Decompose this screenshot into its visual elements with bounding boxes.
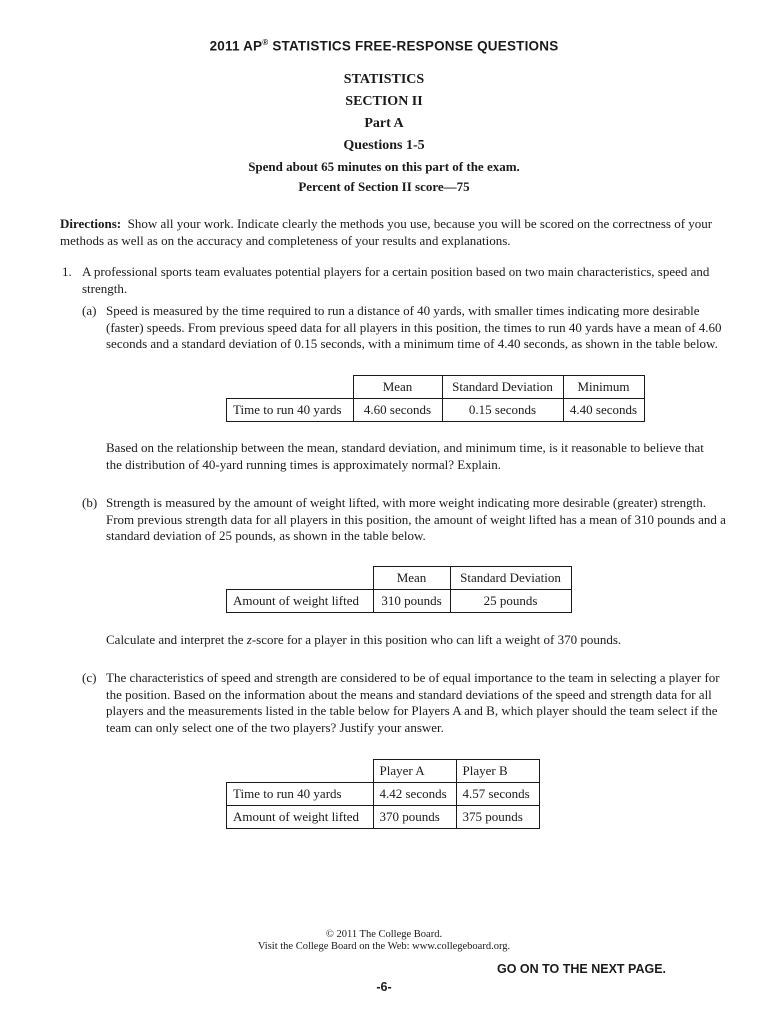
table-cell: 310 pounds <box>373 590 450 613</box>
table-cell: Time to run 40 yards <box>227 783 374 806</box>
table-cell <box>227 376 354 399</box>
table-cell: Amount of weight lifted <box>227 806 374 829</box>
part-b-prompt-start: Calculate and interpret the <box>106 632 247 647</box>
table-cell: 25 pounds <box>450 590 571 613</box>
copyright-text: © 2011 The College Board. <box>325 929 443 940</box>
directions <box>60 216 720 249</box>
table-row <box>227 783 540 806</box>
table-cell: 0.15 seconds <box>442 399 563 422</box>
table-header: Minimum <box>563 376 644 399</box>
directions-text: Show all your work. Indicate clearly the methods you use, because you will be scored on the correctness of your methods as well as on the accuracy and completeness of your results and explanations. <box>60 216 713 248</box>
table-header: Player B <box>456 760 539 783</box>
page-number: -6- <box>376 980 392 994</box>
header-title-prefix: 2011 AP <box>209 38 263 54</box>
players-table <box>226 759 540 829</box>
part-a <box>82 303 732 353</box>
table-cell: 370 pounds <box>373 806 456 829</box>
table-cell: Time to run 40 yards <box>227 399 354 422</box>
directions-label: Directions: <box>60 216 122 231</box>
part-c-label: (c) <box>82 670 97 685</box>
table-cell: Amount of weight lifted <box>227 590 374 613</box>
registered-mark: ® <box>262 38 269 47</box>
table-header: Mean <box>373 567 450 590</box>
table-cell: 375 pounds <box>456 806 539 829</box>
question-number: 1. <box>62 264 72 279</box>
part-c-text: The characteristics of speed and strength are considered to be of equal importance to the team in selecting a player for the position. Based on the information about the means and standard deviations of the speed and strength data for all players and the measurements listed in the table below for Players A and B, which player should the team select if the team can only select one of the two players? Justify your answer. <box>106 670 720 735</box>
part-a-prompt: Based on the relationship between the mean, standard deviation, and minimum time, is it reasonable to believe that the distribution of 40-yard running times is approximately normal? Explain. <box>106 440 704 472</box>
footer-copyright <box>0 929 768 953</box>
speed-table <box>226 375 645 422</box>
table-cell: 4.57 seconds <box>456 783 539 806</box>
question-1 <box>62 264 712 297</box>
table-cell: 4.60 seconds <box>353 399 442 422</box>
part-b <box>82 495 732 545</box>
table-header: Player A <box>373 760 456 783</box>
table-header: Standard Deviation <box>450 567 571 590</box>
table-cell <box>227 760 374 783</box>
part-b-label: (b) <box>82 495 98 510</box>
table-header: Mean <box>353 376 442 399</box>
table-row <box>227 399 645 422</box>
strength-table <box>226 566 572 613</box>
table-cell: 4.40 seconds <box>563 399 644 422</box>
part-a-text: Speed is measured by the time required to run a distance of 40 yards, with smaller times indicating more desirable (faster) speeds. From previous speed data for all players in this position, the times to run 40 yards have a mean of 4.60 seconds and a standard deviation of 0.15 seconds, with a minimum time of 4.40 seconds, as shown in the table below. <box>106 303 722 351</box>
table-header-row <box>227 760 540 783</box>
visit-text: Visit the College Board on the Web: www.collegeboard.org. <box>257 941 511 952</box>
section-questions: Questions 1-5 <box>343 138 425 153</box>
table-row <box>227 590 572 613</box>
header-title-suffix: STATISTICS FREE-RESPONSE QUESTIONS <box>268 38 559 54</box>
part-c <box>82 670 732 736</box>
z-variable: z <box>246 632 252 647</box>
question-text: A professional sports team evaluates potential players for a certain position based on two main characteristics, speed and strength. <box>82 264 710 296</box>
exam-header <box>0 38 768 54</box>
part-b-prompt-end: -score for a player in this position who can lift a weight of 370 pounds. <box>251 632 622 647</box>
table-header-row <box>227 376 645 399</box>
section-part: Part A <box>364 116 404 131</box>
section-percent: Percent of Section II score—75 <box>298 179 470 194</box>
section-time: Spend about 65 minutes on this part of the exam. <box>248 159 520 174</box>
table-header-row <box>227 567 572 590</box>
section-subject: STATISTICS <box>343 72 425 87</box>
table-row <box>227 806 540 829</box>
table-header: Standard Deviation <box>442 376 563 399</box>
part-b-prompt <box>106 632 706 649</box>
part-b-text: Strength is measured by the amount of weight lifted, with more weight indicating more desirable (greater) strength. From previous strength data for all players in this position, the amount of weight lifted has a mean of 310 pounds and a standard deviation of 25 pounds, as shown in the table below. <box>106 495 726 543</box>
section-title: SECTION II <box>345 94 423 109</box>
table-cell <box>227 567 374 590</box>
part-a-label: (a) <box>82 303 97 318</box>
next-page-notice: GO ON TO THE NEXT PAGE. <box>497 962 667 976</box>
table-cell: 4.42 seconds <box>373 783 456 806</box>
